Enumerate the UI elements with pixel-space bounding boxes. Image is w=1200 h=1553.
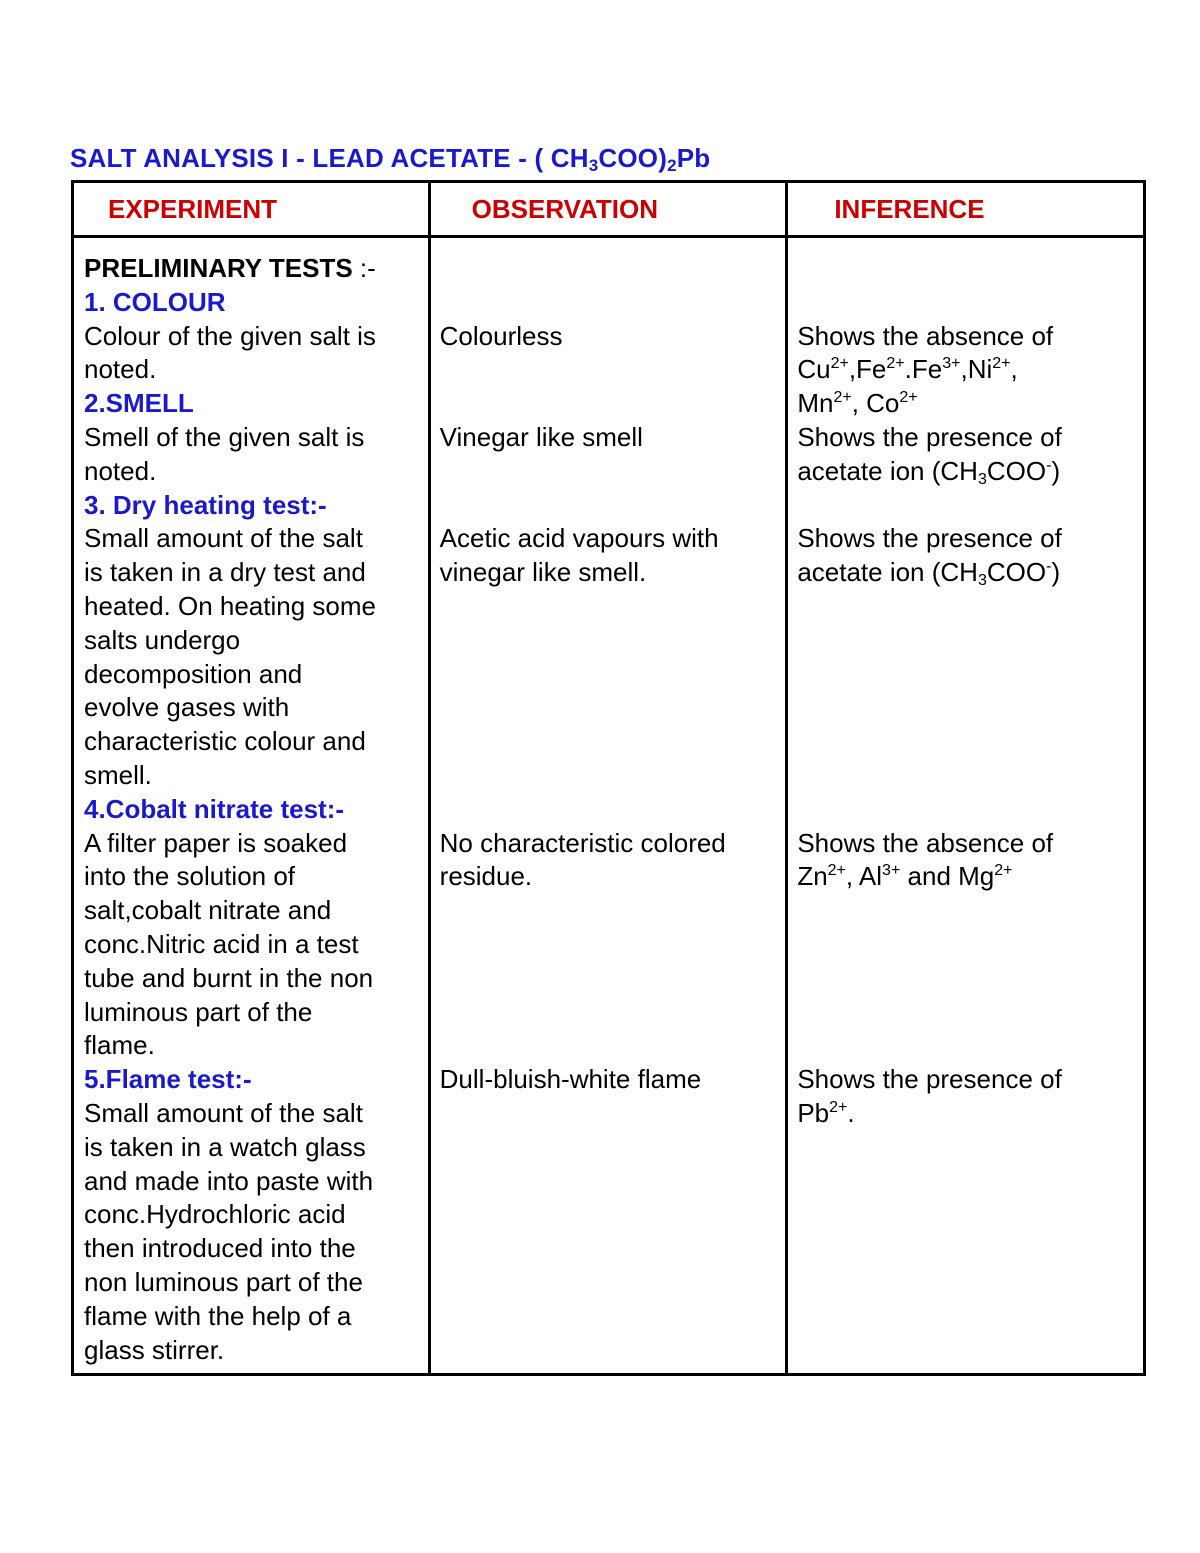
list-item: conc.Hydrochloric acid [84,1199,346,1230]
list-item: non luminous part of the [84,1266,363,1297]
analysis-table [71,180,1146,1376]
list-item: noted. [84,455,157,486]
list-item: A filter paper is soaked [84,827,348,858]
inference-flame: Shows the presence of [797,1064,1062,1095]
list-item: noted. [84,354,157,385]
list-item: characteristic colour and [84,726,366,757]
inference-cobalt-nitrate-ions: $Zn^{2+}$, $Al^{3+}$ and $Mg^{2+}$ [797,861,1013,892]
header-experiment: EXPERIMENT [73,182,430,237]
observation-cobalt-nitrate: No characteristic colored [439,827,726,858]
list-item: Small amount of the salt [84,1097,363,1128]
list-item: flame. [84,1030,155,1061]
observation-dry-heating: Acetic acid vapours with [439,523,719,554]
list-item: evolve gases with [84,692,290,723]
list-item: Smell of the given salt is [84,421,365,452]
inference-colour-ions: $Mn^{2+}$, $Co^{2+}$ [797,388,918,419]
observation-flame: Dull-bluish-white flame [439,1064,702,1095]
list-item: into the solution of [84,861,296,892]
header-inference: INFERENCE [787,182,1145,237]
experiment-column: PRELIMINARY TESTS :- 1. COLOUR Colour of the given salt is noted. 2.SMELL Smell of the given salt is noted. 3. Dry heating test:- Small amount of the salt is taken in a dry test and heated. On heating some salts undergo decomposition and evolve gases with characteristic colour and smell. 4.Cobalt nitrate test:- A filter paper is soaked into the solution of salt,cobalt nitrate and conc.Nitric acid in a test tube and burnt in the non luminous part of the flame. 5.Flame test:- Small amount of the salt is taken in a watch glass and made into paste with conc.Hydrochloric acid then introduced into the non luminous part of the flame with the help of a glass stirrer. [73,237,430,1375]
inference-colour-ions: $Cu^{2+},Fe^{2+}.Fe^{3+},Ni^{2+}$, [797,354,1018,385]
list-item: heated. On heating some [84,590,376,621]
observation-colour: Colourless [439,320,563,351]
list-item: salts undergo [84,624,241,655]
list-item: salt,cobalt nitrate and [84,895,332,926]
test-heading-smell: 2.SMELL [84,388,194,419]
observation-smell: Vinegar like smell [439,421,643,452]
page-title: SALT ANALYSIS I - LEAD ACETATE - ( $CH_3COO)_2Pb$ [70,143,711,175]
list-item: glass stirrer. [84,1334,225,1365]
list-item: smell. [84,759,152,790]
list-item: is taken in a watch glass [84,1131,366,1162]
inference-smell: Shows the presence of [797,421,1062,452]
list-item: Colour of the given salt is [84,320,376,351]
list-item: decomposition and [84,658,303,689]
list-item: then introduced into the [84,1233,356,1264]
table-header-row [73,182,1145,237]
inference-flame-ion: $Pb^{2+}$. [797,1097,855,1128]
test-heading-dry-heating: 3. Dry heating test:- [84,489,327,520]
test-heading-cobalt-nitrate: 4.Cobalt nitrate test:- [84,793,345,824]
header-observation: OBSERVATION [429,182,787,237]
observation-cobalt-nitrate: residue. [439,861,533,892]
section-heading: PRELIMINARY TESTS [84,253,353,283]
test-heading-flame: 5.Flame test:- [84,1064,252,1095]
inference-smell-ion: acetate ion $(CH_3COO^-)$ [797,455,1061,488]
list-item: tube and burnt in the non [84,962,374,993]
list-item: and made into paste with [84,1165,374,1196]
observation-column [429,237,787,1375]
table-body-row [73,237,1145,1375]
inference-dry-heating-ion: acetate ion $(CH_3COO^-)$ [797,557,1061,590]
observation-dry-heating: vinegar like smell. [439,557,647,588]
inference-cobalt-nitrate: Shows the absence of [797,827,1054,858]
inference-dry-heating: Shows the presence of [797,523,1062,554]
test-heading-colour: 1. COLOUR [84,286,226,317]
inference-colour: Shows the absence of [797,320,1054,351]
list-item: conc.Nitric acid in a test [84,928,359,959]
list-item: is taken in a dry test and [84,557,366,588]
list-item: flame with the help of a [84,1300,352,1331]
list-item: Small amount of the salt [84,523,363,554]
list-item: luminous part of the [84,996,313,1027]
inference-column [787,237,1145,1375]
